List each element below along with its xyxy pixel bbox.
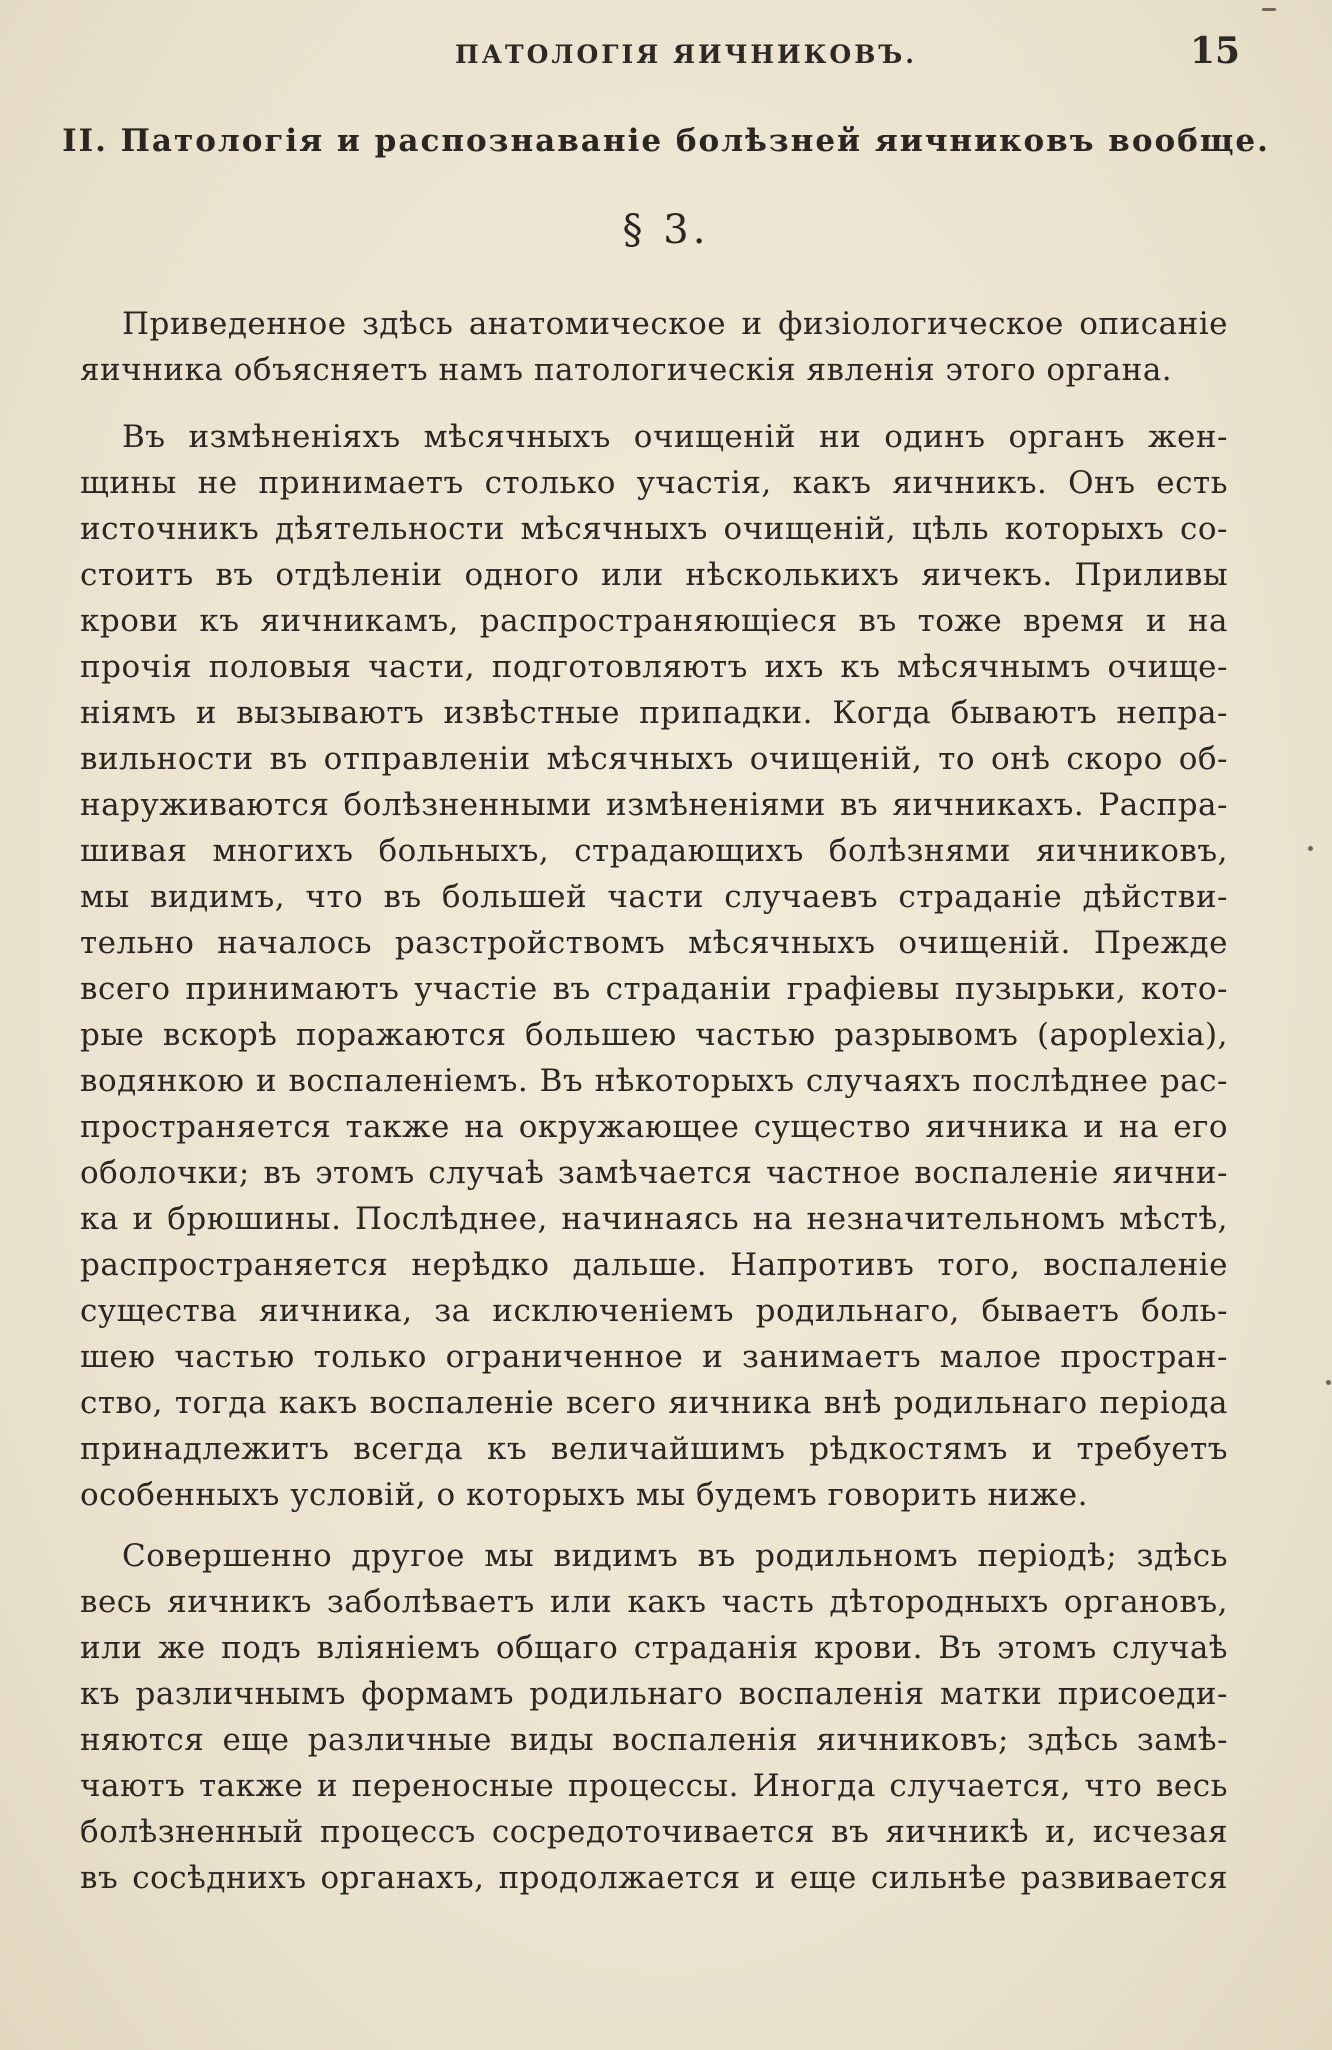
paragraph-3 bbox=[80, 1533, 1228, 1901]
text-line: чаютъ также и переносные процессы. Иногда случается, что весь bbox=[80, 1768, 1228, 1804]
text-line: вильности въ отправленіи мѣсячныхъ очищеній, то онѣ скоро об- bbox=[80, 741, 1228, 777]
text-line: источникъ дѣятельности мѣсячныхъ очищеній, цѣль которыхъ со- bbox=[80, 511, 1228, 547]
text-line: яичника объясняетъ намъ патологическія явленія этого органа. bbox=[80, 352, 1173, 388]
ink-speck bbox=[1308, 846, 1313, 851]
text-line: мы видимъ, что въ большей части случаевъ страданіе дѣйстви- bbox=[80, 879, 1228, 915]
text-line: тельно началось разстройствомъ мѣсячныхъ очищеній. Прежде bbox=[80, 925, 1228, 961]
ink-speck bbox=[1262, 8, 1276, 11]
section-mark: § 3. bbox=[622, 207, 710, 253]
text-line: или же подъ вліяніемъ общаго страданія крови. Въ этомъ случаѣ bbox=[80, 1630, 1228, 1666]
text-line: въ сосѣднихъ органахъ, продолжается и еще сильнѣе развивается bbox=[80, 1860, 1228, 1896]
text-line: къ различнымъ формамъ родильнаго воспаленія матки присоеди- bbox=[80, 1676, 1228, 1712]
text-line: наруживаются болѣзненными измѣненіями въ яичникахъ. Распра- bbox=[80, 787, 1228, 823]
text-line: ніямъ и вызываютъ извѣстные припадки. Когда бываютъ непра- bbox=[80, 695, 1228, 731]
text-line: Приведенное здѣсь анатомическое и физіологическое описанiе bbox=[122, 306, 1228, 342]
paragraph-1 bbox=[80, 301, 1228, 393]
text-line: весь яичникъ заболѣваетъ или какъ часть дѣтородныхъ органовъ, bbox=[80, 1584, 1228, 1620]
text-line: стоитъ въ отдѣленіи одного или нѣсколькихъ яичекъ. Приливы bbox=[80, 557, 1228, 593]
text-line: няются еще различные виды воспаленія яичниковъ; здѣсь замѣ- bbox=[80, 1722, 1228, 1758]
text-line: ка и брюшины. Послѣднее, начинаясь на незначительномъ мѣстѣ, bbox=[80, 1201, 1228, 1237]
text-line: крови къ яичникамъ, распространяющіеся въ тоже время и на bbox=[80, 603, 1228, 639]
text-line: существа яичника, за исключеніемъ родильнаго, бываетъ боль- bbox=[80, 1293, 1228, 1329]
text-line: щины не принимаетъ столько участія, какъ яичникъ. Онъ есть bbox=[80, 465, 1228, 501]
text-line: ство, тогда какъ воспаленіе всего яичника внѣ родильнаго періода bbox=[80, 1385, 1228, 1421]
section-heading: II. Патологія и распознаванiе болѣзней яичниковъ вообще. bbox=[62, 123, 1270, 159]
text-line: оболочки; въ этомъ случаѣ замѣчается частное воспаленіе яични- bbox=[80, 1155, 1228, 1191]
text-line: всего принимаютъ участіе въ страданіи графіевы пузырьки, кото- bbox=[80, 971, 1228, 1007]
text-line: Въ измѣненіяхъ мѣсячныхъ очищеній ни одинъ органъ жен- bbox=[122, 419, 1228, 455]
text-line: шивая многихъ больныхъ, страдающихъ болѣзнями яичниковъ, bbox=[80, 833, 1228, 869]
text-line: пространяется также на окружающее существо яичника и на его bbox=[80, 1109, 1228, 1145]
text-line: прочія половыя части, подготовляютъ ихъ къ мѣсячнымъ очище- bbox=[80, 649, 1228, 685]
text-line: рые вскорѣ поражаются большею частью разрывомъ (apoplexia), bbox=[80, 1017, 1228, 1053]
text-line: принадлежитъ всегда къ величайшимъ рѣдкостямъ и требуетъ bbox=[80, 1431, 1228, 1467]
text-line: болѣзненный процессъ сосредоточивается въ яичникѣ и, исчезая bbox=[80, 1814, 1228, 1850]
ink-speck bbox=[1326, 1380, 1331, 1385]
running-head bbox=[0, 30, 1332, 80]
text-line: водянкою и воспаленіемъ. Въ нѣкоторыхъ случаяхъ послѣднее рас- bbox=[80, 1063, 1228, 1099]
running-title: ПАТОЛОГІЯ ЯИЧНИКОВЪ. bbox=[455, 40, 917, 69]
text-line: особенныхъ условій, о которыхъ мы будемъ говорить ниже. bbox=[80, 1477, 1089, 1513]
text-line: Совершенно другое мы видимъ въ родильномъ періодѣ; здѣсь bbox=[122, 1538, 1228, 1574]
text-line: шею частью только ограниченное и занимаетъ малое простран- bbox=[80, 1339, 1228, 1375]
paragraph-2 bbox=[80, 414, 1228, 1518]
page-number: 15 bbox=[1190, 30, 1241, 72]
text-line: распространяется нерѣдко дальше. Напротивъ того, воспаленіе bbox=[80, 1247, 1228, 1283]
